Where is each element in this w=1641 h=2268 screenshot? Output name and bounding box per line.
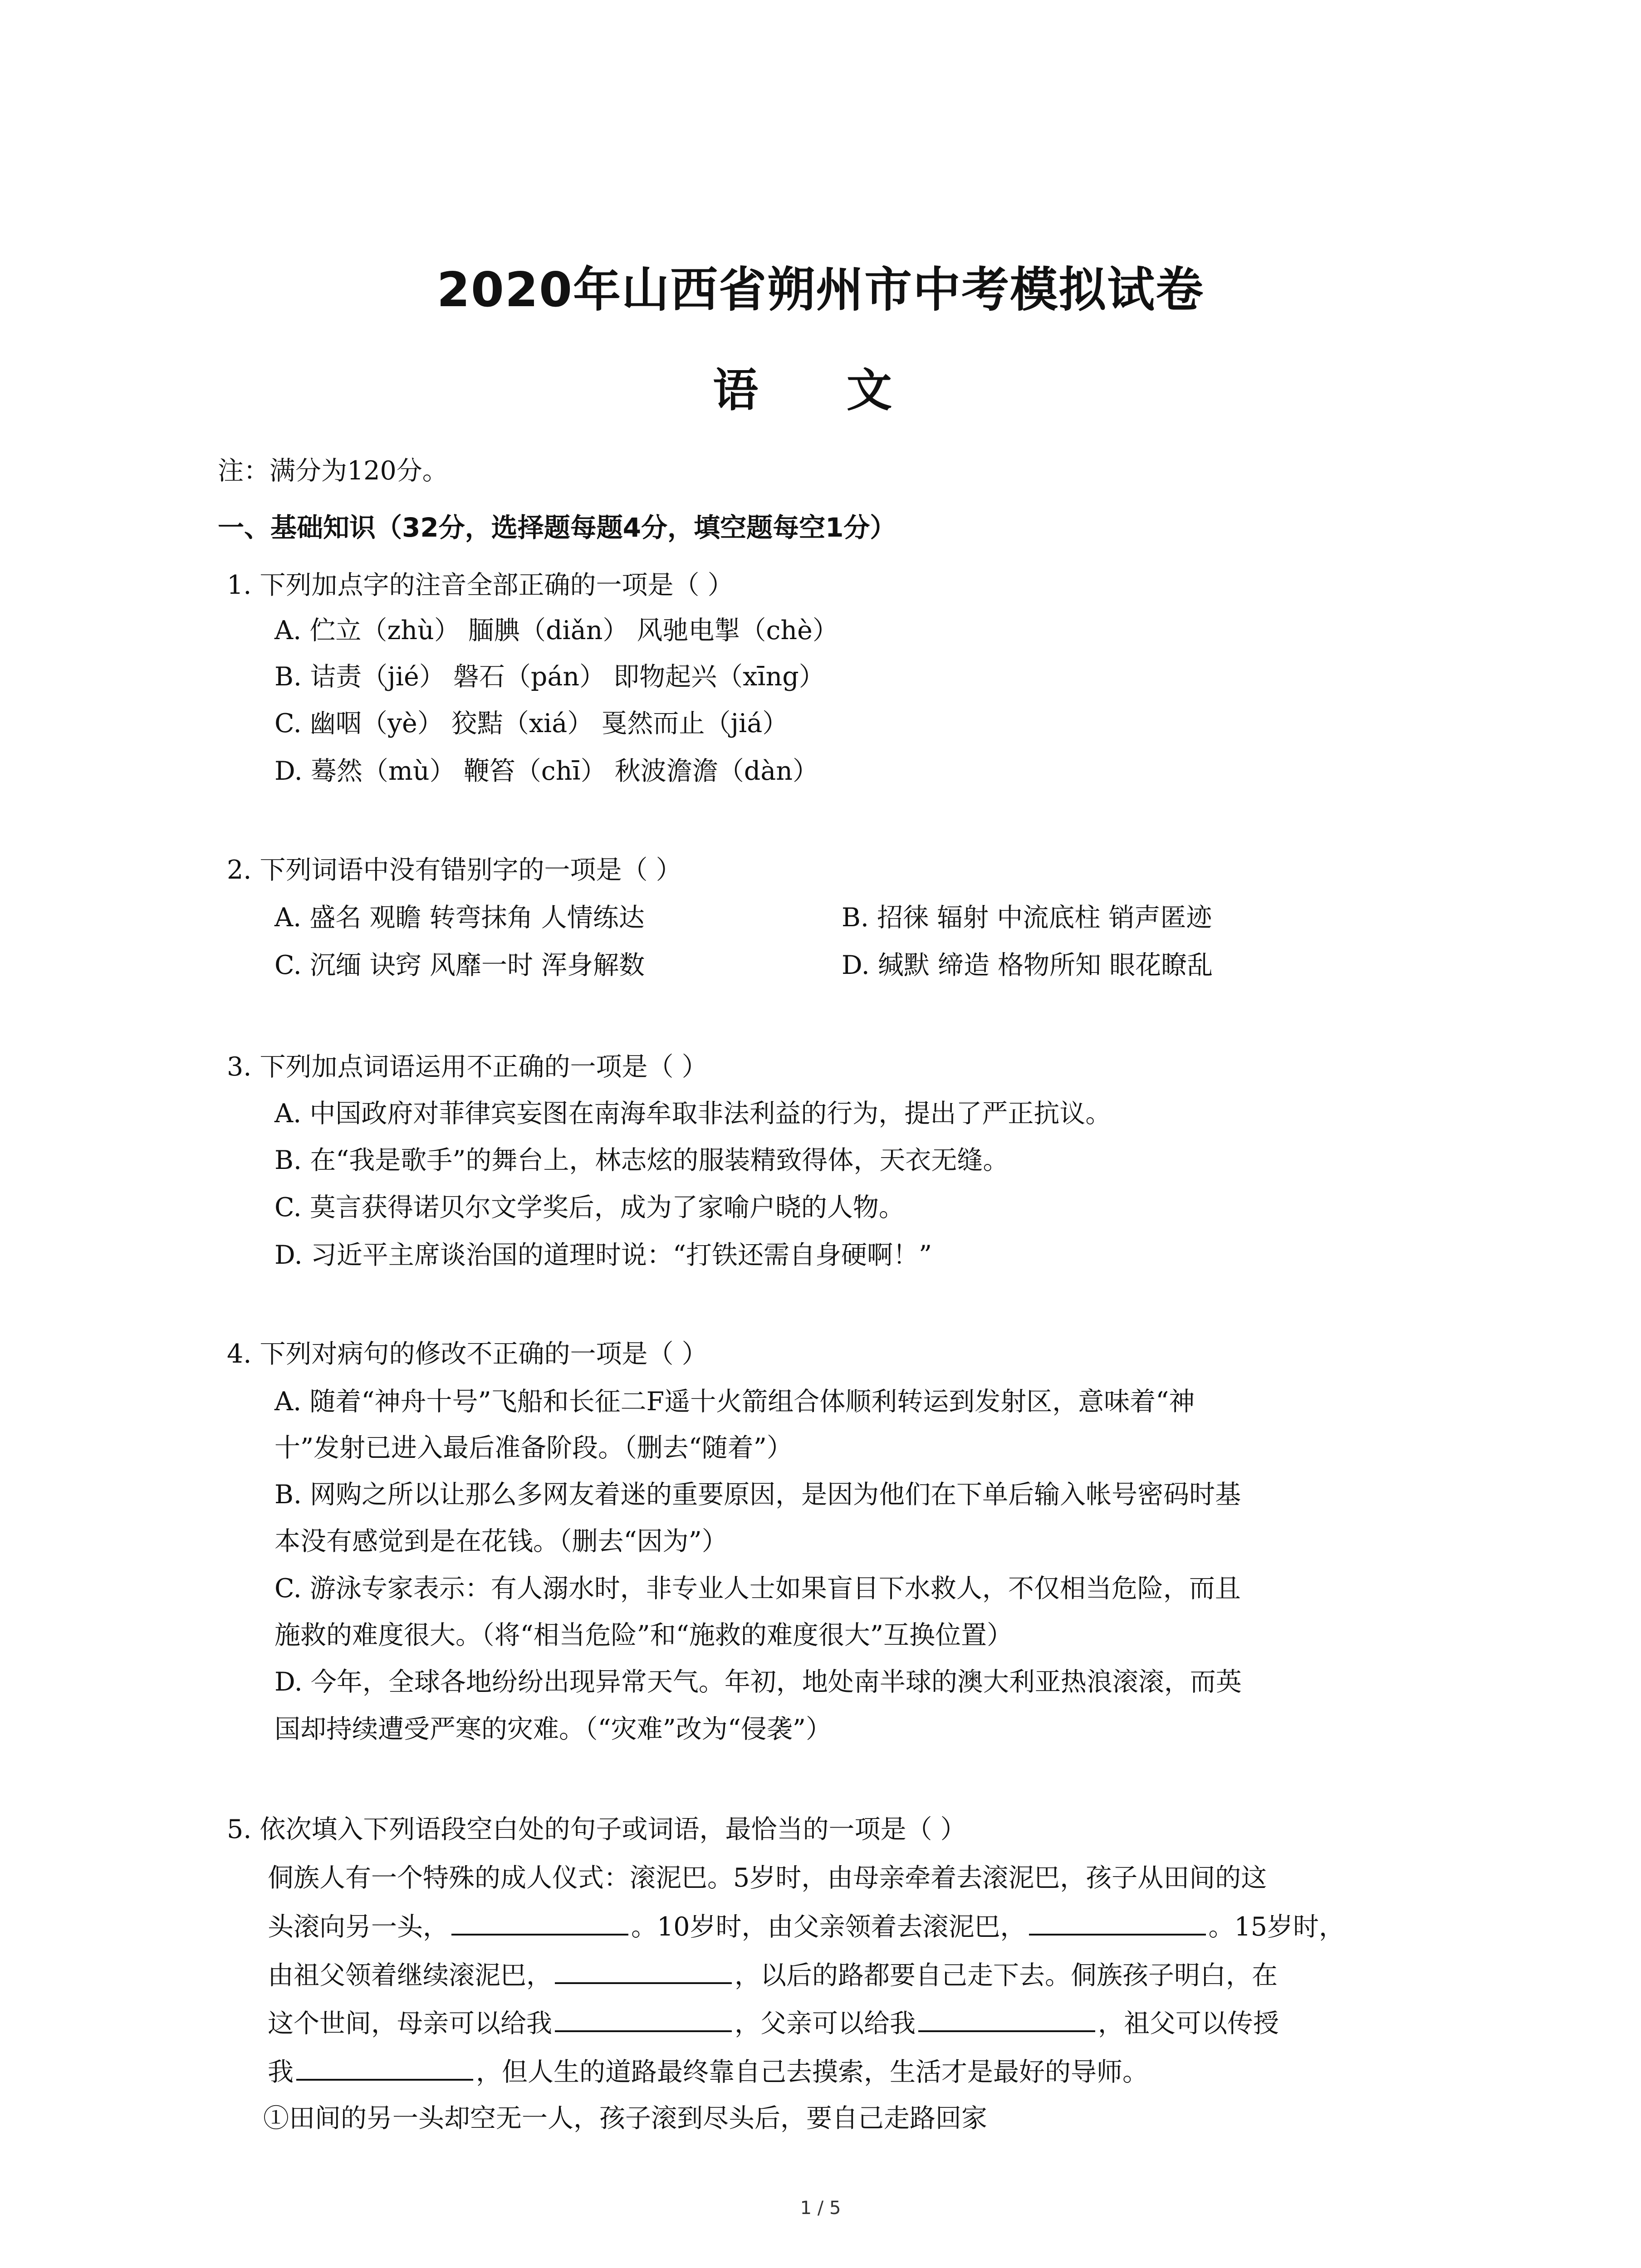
question-1-option-c: C. 幽咽（yè） 狡黠（xiá） 戛然而止（jiá） [274, 709, 789, 738]
question-1-option-a: A. 伫立（zhù） 腼腆（diǎn） 风驰电掣（chè） [274, 616, 838, 645]
answer-option-1: ①田间的另一头却空无一人，孩子滚到尽头后，要自己走路回家 [263, 2103, 987, 2133]
exam-title: 2020年山西省朔州市中考模拟试卷 [436, 262, 1205, 318]
question-2-option-a: A. 盛名 观瞻 转弯抹角 人情练达 [274, 903, 645, 933]
passage-text: 我 [268, 2057, 294, 2087]
passage-text: 。10岁时，由父亲领着去滚泥巴， [631, 1912, 1026, 1942]
question-4-option-d-line1: D. 今年，全球各地纷纷出现异常天气。年初，地处南半球的澳大利亚热浪滚滚，而英 [274, 1667, 1242, 1697]
question-4-stem: 4. 下列对病句的修改不正确的一项是（ ） [227, 1339, 708, 1369]
passage-text: 由祖父领着继续滚泥巴， [268, 1960, 552, 1990]
question-4-option-b-line2: 本没有感觉到是在花钱。（删去“因为”） [274, 1526, 728, 1556]
subject-heading: 语 文 [713, 364, 928, 417]
question-3-stem: 3. 下列加点词语运用不正确的一项是（ ） [227, 1052, 708, 1082]
passage-text: ，但人生的道路最终靠自己去摸索，生活才是最好的导师。 [476, 2057, 1148, 2087]
question-3-option-b: B. 在“我是歌手”的舞台上，林志炫的服装精致得体，天衣无缝。 [274, 1145, 1009, 1175]
question-4-option-a-line1: A. 随着“神舟十号”飞船和长征二F遥十火箭组合体顺利转运到发射区，意味着“神 [274, 1387, 1195, 1417]
fill-blank [555, 2004, 732, 2032]
question-2-option-c: C. 沉缅 诀窍 风靡一时 浑身解数 [274, 950, 645, 980]
question-2-stem: 2. 下列词语中没有错别字的一项是（ ） [227, 855, 682, 885]
passage-line-5 [268, 2053, 1148, 2090]
fill-blank [451, 1907, 628, 1936]
question-4-option-a-line2: 十”发射已进入最后准备阶段。（删去“随着”） [274, 1433, 793, 1463]
passage-text: ，父亲可以给我 [735, 2009, 916, 2038]
question-2-option-d: D. 缄默 缔造 格物所知 眼花瞭乱 [842, 950, 1213, 980]
passage-text: 这个世间，母亲可以给我 [268, 2009, 552, 2038]
passage-line-2 [268, 1907, 1345, 1945]
fill-blank [1029, 1907, 1206, 1936]
question-4-option-b-line1: B. 网购之所以让那么多网友着迷的重要原因，是因为他们在下单后输入帐号密码时基 [274, 1480, 1241, 1510]
score-note: 注：满分为120分。 [218, 456, 448, 486]
passage-line-3 [268, 1956, 1278, 1994]
passage-line-1: 侗族人有一个特殊的成人仪式：滚泥巴。5岁时，由母亲牵着去滚泥巴，孩子从田间的这 [268, 1863, 1267, 1893]
question-3-option-c: C. 莫言获得诺贝尔文学奖后，成为了家喻户晓的人物。 [274, 1193, 905, 1222]
question-2-option-b: B. 招徕 辐射 中流底柱 销声匿迹 [842, 903, 1212, 933]
passage-text: ，以后的路都要自己走下去。侗族孩子明白，在 [735, 1960, 1278, 1990]
fill-blank [296, 2053, 473, 2081]
question-1-option-d: D. 蓦然（mù） 鞭笞（chī） 秋波澹澹（dàn） [274, 756, 818, 786]
fill-blank [918, 2004, 1095, 2032]
question-1-stem: 1. 下列加点字的注音全部正确的一项是（ ） [227, 570, 734, 600]
question-3-option-a: A. 中国政府对菲律宾妄图在南海牟取非法利益的行为，提出了严正抗议。 [274, 1099, 1112, 1129]
question-5-stem: 5. 依次填入下列语段空白处的句子或词语，最恰当的一项是（ ） [227, 1814, 966, 1844]
question-4-option-c-line2: 施救的难度很大。（将“相当危险”和“施救的难度很大”互换位置） [274, 1620, 1013, 1650]
passage-line-4 [268, 2004, 1279, 2042]
fill-blank [555, 1956, 732, 1984]
question-1-option-b: B. 诘责（jié） 磐石（pán） 即物起兴（xīng） [274, 662, 825, 692]
question-4-option-d-line2: 国却持续遭受严寒的灾难。（“灾难”改为“侵袭”） [274, 1714, 832, 1744]
passage-text: 。15岁时， [1208, 1912, 1345, 1942]
passage-text: ，祖父可以传授 [1098, 2009, 1279, 2038]
passage-text: 头滚向另一头， [268, 1912, 449, 1942]
question-3-option-d: D. 习近平主席谈治国的道理时说：“打铁还需自身硬啊！” [274, 1240, 932, 1270]
question-4-option-c-line1: C. 游泳专家表示：有人溺水时，非专业人士如果盲目下水救人，不仅相当危险，而且 [274, 1574, 1241, 1603]
page-number: 1 / 5 [800, 2198, 841, 2219]
section-heading: 一、基础知识（32分，选择题每题4分，填空题每空1分） [218, 512, 896, 543]
